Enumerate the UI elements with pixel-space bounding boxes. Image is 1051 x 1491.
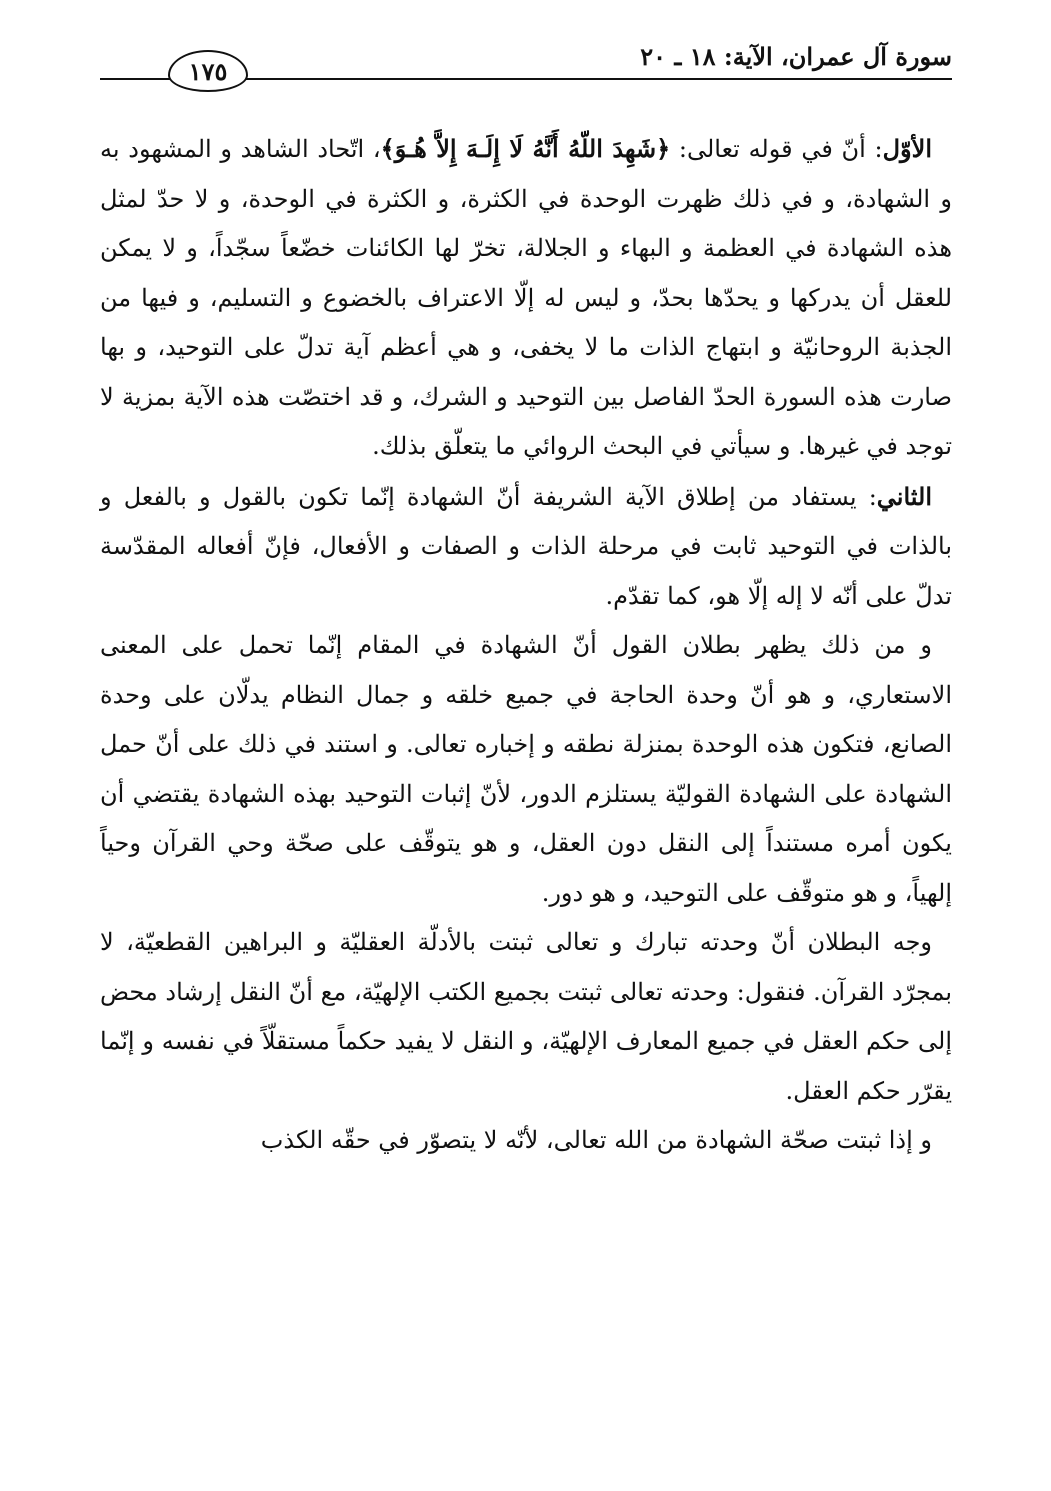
page bbox=[100, 34, 952, 1454]
paragraph: و من ذلك يظهر بطلان القول أنّ الشهادة في المقام إنّما تحمل على المعنى الاستعاري، و هو أنّ وحدة الحاجة في جميع خلقه و جمال النظام يدلّان على وحدة الصانع، فتكون هذه الوحدة بمنزلة نطقه و إخباره تعالى. و استند في ذلك على أنّ حمل الشهادة على الشهادة القوليّة يستلزم الدور، لأنّ إثبات التوحيد بهذه الشهادة يقتضي أن يكون أمره مستنداً إلى النقل دون العقل، و هو يتوقّف على صحّة وحي القرآن وحياً إلهياً، و هو متوقّف على التوحيد، و هو دور. bbox=[100, 631, 952, 907]
running-header bbox=[100, 34, 952, 84]
paragraph-second bbox=[100, 472, 952, 622]
body-text bbox=[100, 124, 952, 1166]
header-title: سورة آل عمران، الآية: ١٨ ـ ٢٠ bbox=[640, 42, 952, 71]
paragraph-lead: الأوّل bbox=[882, 134, 932, 163]
paragraph: وجه البطلان أنّ وحدته تبارك و تعالى ثبتت بالأدلّة العقليّة و البراهين القطعيّة، لا بمجرّد القرآن. فنقول: وحدته تعالى ثبتت بجميع الكتب الإلهيّة، مع أنّ النقل إرشاد محض إلى حكم العقل في جميع المعارف الإلهيّة، و النقل لا يفيد حكماً مستقلّاً في نفسه و إنّما يقرّر حكم العقل. bbox=[100, 928, 953, 1105]
paragraph-lead: الثاني bbox=[876, 481, 933, 511]
page-number: ١٧٥ bbox=[168, 50, 248, 92]
paragraph-text: : أنّ في قوله تعالى: bbox=[670, 135, 883, 163]
paragraph-first bbox=[100, 124, 952, 472]
paragraph-text: : يستفاد من إطلاق الآية الشريفة أنّ الشهادة إنّما تكون بالقول و بالفعل و بالذات في التوحيد ثابت في مرحلة الذات و الصفات و الأفعال، فإنّ أفعاله المقدّسة تدلّ على أنّه لا إله إلّا هو، كما تقدّم. bbox=[100, 482, 952, 610]
quran-verse: ﴿شَهِدَ اللّهُ أَنَّهُ لَا إِلَـهَ إِلاَّ هُـوَ﴾ bbox=[380, 134, 671, 163]
paragraph: و إذا ثبتت صحّة الشهادة من الله تعالى، لأنّه لا يتصوّر في حقّه الكذب bbox=[260, 1126, 932, 1154]
paragraph-text: ، اتّحاد الشاهد و المشهود به و الشهادة، و في ذلك ظهرت الوحدة في الكثرة، و الكثرة في الوحدة، و لا حدّ لمثل هذه الشهادة في العظمة و البهاء و الجلالة، تخرّ لها الكائنات خضّعاً سجّداً، و لا يمكن للعقل أن يدركها و يحدّها بحدّ، و ليس له إلّا الاعتراف بالخضوع و التسليم، و فيها من الجذبة الروحانيّة و ابتهاج الذات ما لا يخفى، و هي أعظم آية تدلّ على التوحيد، و بها صارت هذه السورة الحدّ الفاصل بين التوحيد و الشرك، و قد اختصّت هذه الآية بمزية لا توجد في غيرها. و سيأتي في البحث الروائي ما يتعلّق بذلك. bbox=[100, 135, 952, 460]
